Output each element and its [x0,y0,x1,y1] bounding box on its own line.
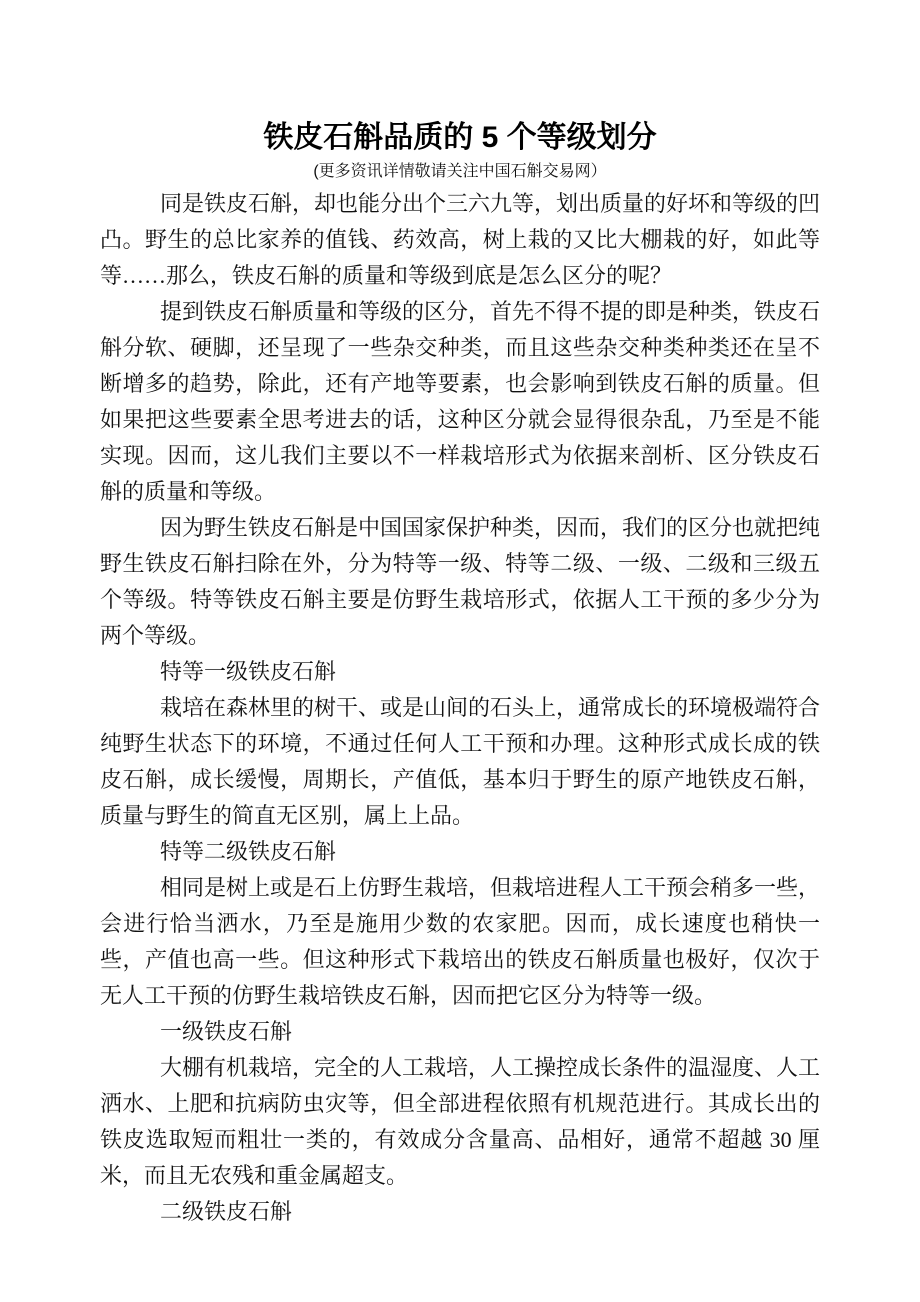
section-heading-grade-special-1: 特等一级铁皮石斛 [160,659,337,684]
section-heading-grade-special-2: 特等二级铁皮石斛 [160,839,337,864]
paragraph: 因为野生铁皮石斛是中国国家保护种类，因而，我们的区分也就把纯野生铁皮石斛扫除在外，分为特等一级、特等二级、一级、二级和三级五个等级。特等铁皮石斛主要是仿野生栽培形式，依据人工干预的多少分为两个等级。 [100,515,821,648]
document-content [100,0,820,1230]
paragraph: 提到铁皮石斛质量和等级的区分，首先不得不提的即是种类，铁皮石斛分软、硬脚，还呈现了一些杂交种类，而且这些杂交种类种类还在呈不断增多的趋势，除此，还有产地等要素，也会影响到铁皮石斛的质量。但如果把这些要素全思考进去的话，这种区分就会显得很杂乱，乃至是不能实现。因而，这儿我们主要以不一样栽培形式为依据来剖析、区分铁皮石斛的质量和等级。 [100,299,821,504]
paragraph: 同是铁皮石斛，却也能分出个三六九等，划出质量的好坏和等级的凹凸。野生的总比家养的值钱、药效高，树上栽的又比大棚栽的好，如此等等……那么，铁皮石斛的质量和等级到底是怎么区分的呢？ [100,191,821,288]
page-subtitle: (更多资讯详情敬请关注中国石斛交易网） [313,163,607,180]
paragraph: 栽培在森林里的树干、或是山间的石头上，通常成长的环境极端符合纯野生状态下的环境，不通过任何人工干预和办理。这种形式成长成的铁皮石斛，成长缓慢，周期长，产值低，基本归于野生的原产地铁皮石斛，质量与野生的简直无区别，属上上品。 [100,695,821,828]
section-heading-grade-1: 一级铁皮石斛 [160,1019,293,1044]
page-title: 铁皮石斛品质的 5 个等级划分 [263,121,657,154]
section-heading-grade-2: 二级铁皮石斛 [160,1199,293,1224]
paragraph: 相同是树上或是石上仿野生栽培，但栽培进程人工干预会稍多一些，会进行恰当洒水，乃至是施用少数的农家肥。因而，成长速度也稍快一些，产值也高一些。但这种形式下栽培出的铁皮石斛质量也极好，仅次于无人工干预的仿野生栽培铁皮石斛，因而把它区分为特等一级。 [100,875,821,1008]
paragraph: 大棚有机栽培，完全的人工栽培，人工操控成长条件的温湿度、人工洒水、上肥和抗病防虫灾等，但全部进程依照有机规范进行。其成长出的铁皮选取短而粗壮一类的，有效成分含量高、品相好，通常不超越 30 厘米，而且无农残和重金属超支。 [100,1055,821,1188]
